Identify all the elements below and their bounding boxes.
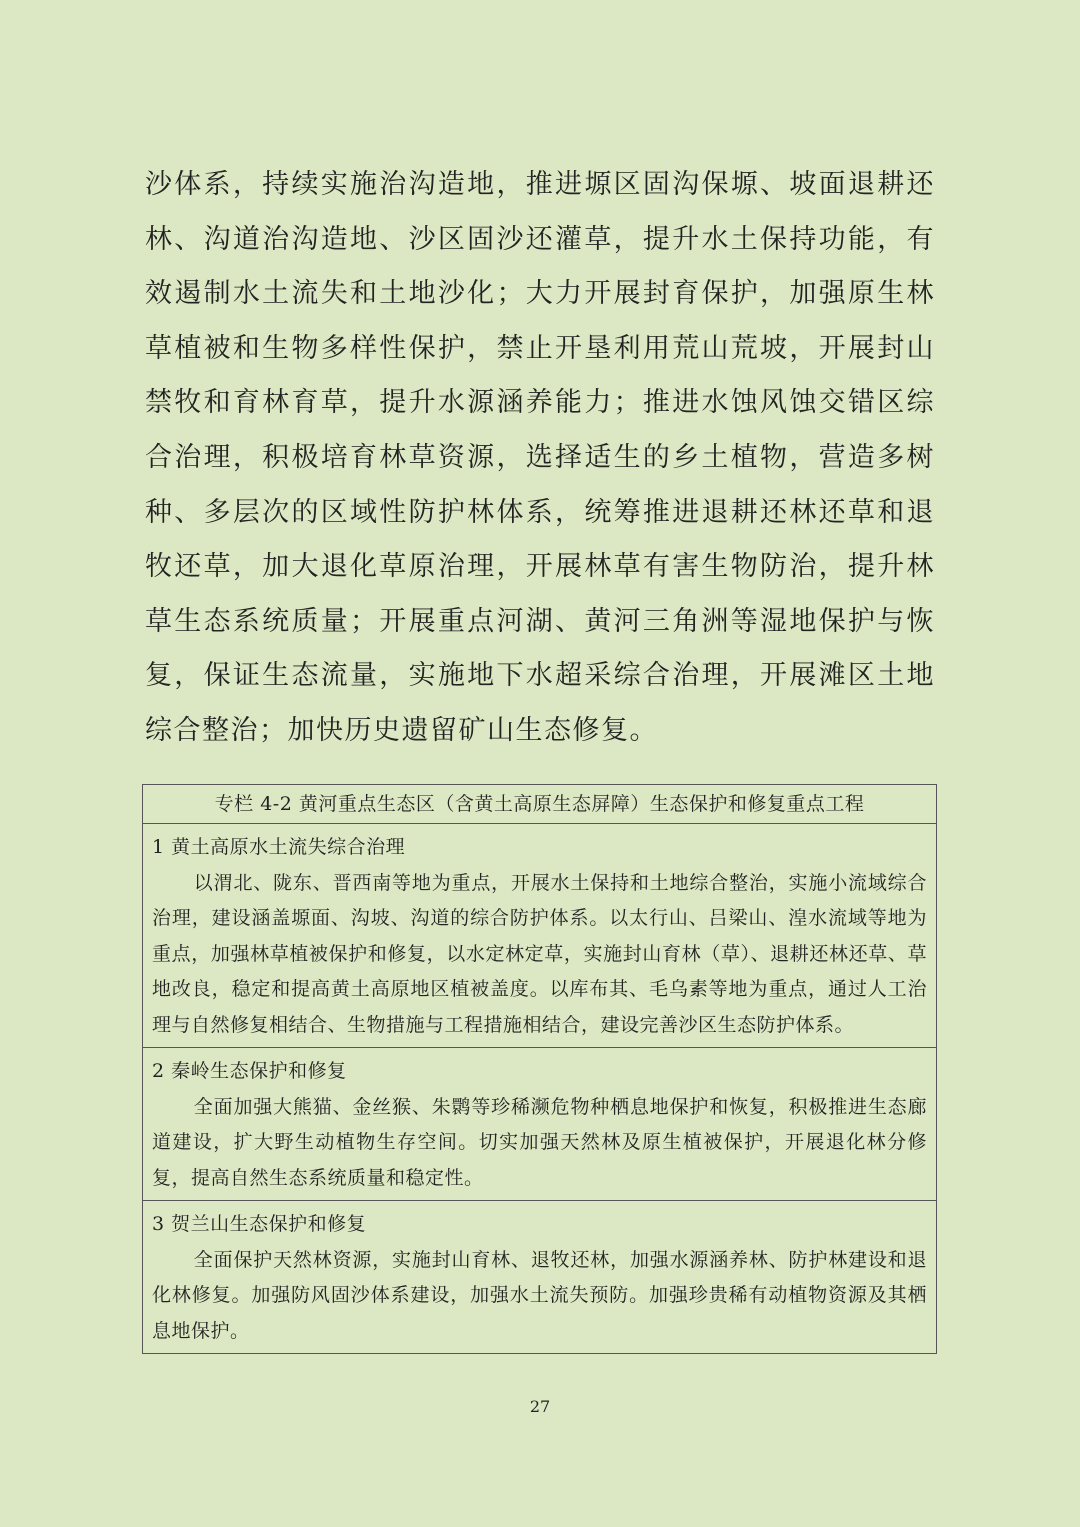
- body-text: [145, 158, 935, 759]
- box-header: 专栏 4-2 黄河重点生态区（含黄土高原生态屏障）生态保护和修复重点工程: [143, 785, 936, 824]
- box-section-1: [143, 824, 936, 1047]
- box-section-2: [143, 1047, 936, 1200]
- body-paragraph: 沙体系，持续实施治沟造地，推进塬区固沟保塬、坡面退耕还林、沟道治沟造地、沙区固沙还灌草，提升水土保持功能，有效遏制水土流失和土地沙化；大力开展封育保护，加强原生林草植被和生物多样性保护，禁止开垦利用荒山荒坡，开展封山禁牧和育林育草，提升水源涵养能力；推进水蚀风蚀交错区综合治理，积极培育林草资源，选择适生的乡土植物，营造多树种、多层次的区域性防护林体系，统筹推进退耕还林还草和退牧还草，加大退化草原治理，开展林草有害生物防治，提升林草生态系统质量；开展重点河湖、黄河三角洲等湿地保护与恢复，保证生态流量，实施地下水超采综合治理，开展滩区土地综合整治；加快历史遗留矿山生态修复。: [145, 169, 935, 746]
- section-body: 全面加强大熊猫、金丝猴、朱鹮等珍稀濒危物种栖息地保护和恢复，积极推进生态廊道建设，扩大野生动植物生存空间。切实加强天然林及原生植被保护，开展退化林分修复，提高自然生态系统质量和稳定性。: [152, 1095, 927, 1189]
- feature-box: [142, 784, 937, 1354]
- section-title: 1 黄土高原水土流失综合治理: [152, 836, 406, 858]
- section-title: 2 秦岭生态保护和修复: [152, 1060, 347, 1082]
- section-body: 全面保护天然林资源，实施封山育林、退牧还林，加强水源涵养林、防护林建设和退化林修复。加强防风固沙体系建设，加强水土流失预防。加强珍贵稀有动植物资源及其栖息地保护。: [152, 1248, 927, 1342]
- box-section-3: [143, 1200, 936, 1353]
- page-number: 27: [529, 1397, 551, 1416]
- section-body: 以渭北、陇东、晋西南等地为重点，开展水土保持和土地综合整治，实施小流域综合治理，建设涵盖塬面、沟坡、沟道的综合防护体系。以太行山、吕梁山、湟水流域等地为重点，加强林草植被保护和修复，以水定林定草，实施封山育林（草）、退耕还林还草、草地改良，稳定和提高黄土高原地区植被盖度。以库布其、毛乌素等地为重点，通过人工治理与自然修复相结合、生物措施与工程措施相结合，建设完善沙区生态防护体系。: [152, 871, 927, 1036]
- section-title: 3 贺兰山生态保护和修复: [152, 1213, 367, 1235]
